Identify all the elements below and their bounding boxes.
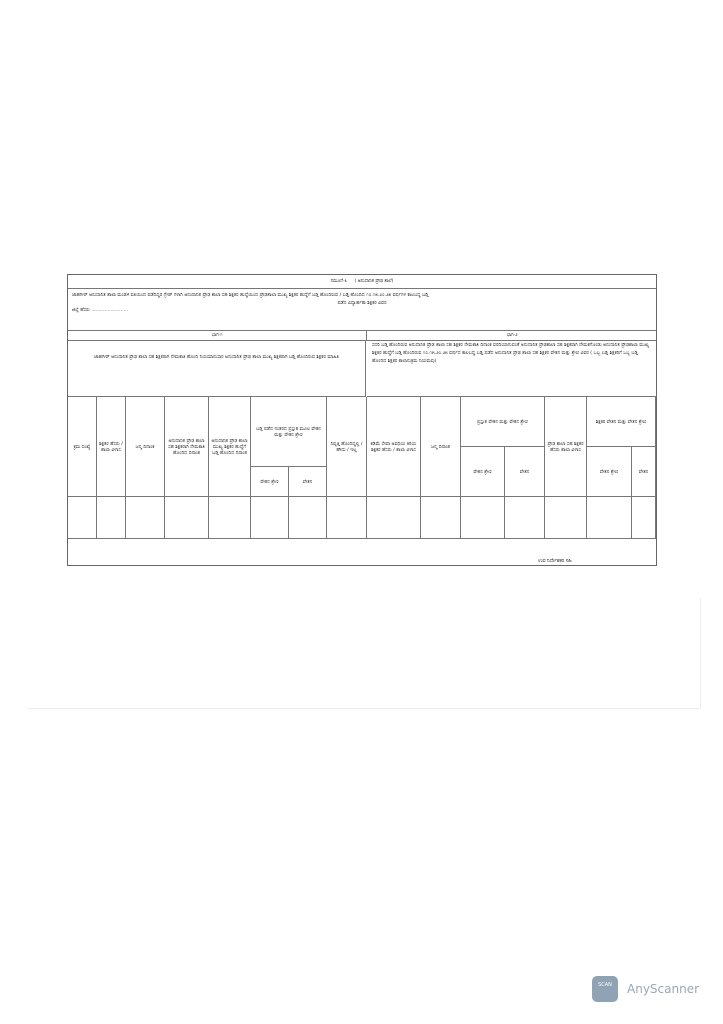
section-1-label: ಭಾಗ-೧: [68, 331, 367, 340]
form-type: ( ಅನುದಾನಿತ ಪ್ರೌಢ ಶಾಲೆ): [354, 279, 394, 284]
table-cell-empty: [327, 497, 367, 539]
header-dob: ಜನ್ಮ ದಿನಾಂಕ: [126, 397, 165, 497]
brand-name: AnyScanner: [627, 982, 700, 996]
table-cell-empty: [126, 497, 165, 539]
table-cell-empty: [289, 497, 327, 539]
scan-logo-icon: [592, 976, 618, 1002]
description-line-1: ಜಾಹಗೀರ್ ಅನುದಾನಿತ ಶಾಲಾ ಮಂಡಳಿ ವತಿಯಿಂದ ಪಡೆದಿದ್ದರ ಗ್ರೇಡ್ ಗಳಾಗಿ ಅನುದಾನಿತ ಪ್ರೌಢ ಶಾಲಾ ಸಹ ಶಿಕ್ಷಕರ ಹುದ್ದೆಯಿಂದ ಪ್ರೌಢಶಾಲಾ ಮುಖ್ಯ ಶಿಕ್ಷಕರ ಹುದ್ದೆಗೆ ಬಡ್ತಿ ಹೊಂದಿರುವ / ಬಡ್ತಿ ಹೊಂದಿದ ೧೦.೧೫.೨೦.೨೫ ವರ್ಷಗಳ ಕಾಲಬದ್ಧ ಬಡ್ತಿ: [72, 293, 429, 298]
header-appointment-date: ಅನುದಾನಿತ ಪ್ರೌಢ ಶಾಲಾ ಸಹ ಶಿಕ್ಷಕರಾಗಿ ನೇಮಕಾತಿ ಹೊಂದಿದ ದಿನಾಂಕ: [165, 397, 209, 497]
table-cell-empty: [165, 497, 209, 539]
header-promotion-date: ಅನುದಾನಿತ ಪ್ರೌಢ ಶಾಲಾ ಮುಖ್ಯ ಶಿಕ್ಷಕರ ಹುದ್ದೆಗೆ ಬಡ್ತಿ ಹೊಂದಿದ ದಿನಾಂಕ: [209, 397, 251, 497]
section-2-label: ಭಾಗ-೨: [506, 333, 518, 338]
form-label: ನಮೂನೆ-೩: [330, 279, 348, 284]
district-name-line: ಜಿಲ್ಲೆ ಹೆಸರು .........................: [72, 308, 128, 313]
table-cell-empty: [587, 497, 632, 539]
header-teacher-pay: ವೇತನ: [632, 447, 656, 497]
table-cell-empty: [461, 497, 505, 539]
table-cell-empty: [545, 497, 587, 539]
form-description: [72, 292, 652, 315]
table-cell-empty: [97, 497, 126, 539]
scan-logo-label: SCAN: [598, 982, 612, 988]
section-2-description: ಸದರಿ ಬಡ್ತಿ ಹೊಂದಿರುವ ಅನುದಾನಿತ ಪ್ರೌಢ ಶಾಲಾ ಸಹ ಶಿಕ್ಷಕರ ನೇಮಕಾತಿ ದಿನಾಂಕ ವರದಿಯಾಗುವಂತೆ ಅನುದಾನಿತ ಪ್ರೌಢಶಾಲಾ ಸಹ ಶಿಕ್ಷಕರಾಗಿ ನೇಮಕಗೊಂಡು ಅನುದಾನಿತ ಪ್ರೌಢಶಾಲಾ ಮುಖ್ಯ ಶಿಕ್ಷಕರ ಹುದ್ದೆಗೆ ಬಡ್ತಿ ಹೊಂದಿರುವ ೧೦.೧೫.೨೦.೨೫ ವರ್ಷದ ಕಾಲಬದ್ಧ ಬಡ್ತಿ ಪಡೆದ ಅನುದಾನಿತ ಪ್ರೌಢ ಶಾಲಾ ಸಹ ಶಿಕ್ಷಕರ ವೇತನ ಮತ್ತು ಶ್ರೇಣಿ ವಿವರ ( ಒಬ್ಬ ಬಡ್ತಿ ಶಿಕ್ಷಕರಿಗೆ ಒಬ್ಬ ಬಡ್ತಿ ಹೊಂದಿದ ಶಿಕ್ಷಕರ ಕಾಲಾನುಕ್ರಮ ನಿಯಮವು): [367, 340, 657, 397]
header-teacher-pay-group: ಶಿಕ್ಷಕರ ವೇತನ ಮತ್ತು ವೇತನ ಶ್ರೇಣಿ: [587, 397, 656, 447]
table-cell-empty: [632, 497, 656, 539]
table-cell-empty: [505, 497, 545, 539]
section-1-description: ಜಾಹಗೀರ್ ಅನುದಾನಿತ ಪ್ರೌಢ ಶಾಲಾ ಸಹ ಶಿಕ್ಷಕರಾಗಿ ನೇಮಕಾತಿ ಹೊಂದಿ ನಿಯಮಾನುಸಾರ ಅನುದಾನಿತ ಪ್ರೌಢ ಶಾಲಾ ಮುಖ್ಯ ಶಿಕ್ಷಕರಾಗಿ ಬಡ್ತಿ ಹೊಂದಿರುವ ಶಿಕ್ಷಕರ ಮಾಹಿತಿ: [68, 340, 366, 397]
header-junior-name: ಕಡಿಮೆ ಸೇವಾ ಅವಧಿಯ ಕಿರಿಯ ಶಿಕ್ಷಕರ ಹೆಸರು / ಶಾಲಾ ವಿಳಾಸ: [367, 397, 421, 497]
header-junior-dob: ಜನ್ಮ ದಿನಾಂಕ: [421, 397, 461, 497]
header-serial: ಕ್ರಮ ಸಂಖ್ಯೆ: [68, 397, 97, 497]
scan-page-edge: [28, 708, 700, 709]
header-pay: ವೇತನ: [289, 467, 327, 497]
header-junior-school: ಪ್ರೌಢ ಶಾಲಾ ಸಹ ಶಿಕ್ಷಕರ ಹೆಸರು ಶಾಲಾ ವಿಳಾಸ: [545, 397, 587, 497]
header-teacher-pay-scale: ವೇತನ ಶ್ರೇಣಿ: [587, 447, 632, 497]
header-pay-scale: ವೇತನ ಶ್ರೇಣಿ: [251, 467, 289, 497]
header-pay-group: ಬಡ್ತಿ ಪಡೆದ ನಂತರದ ಪ್ರಸ್ತುತ ಮೂಲ ವೇತನ ಮತ್ತು ವೇತನ ಶ್ರೇಣಿ: [251, 397, 327, 467]
header-retirement: ನಿವೃತ್ತಿ ಹೊಂದಿದ್ದಲ್ಲಿ / ಹೌದು / ಇಲ್ಲ: [327, 397, 367, 497]
header-junior-pay: ವೇತನ: [505, 447, 545, 497]
scan-page-edge-right: [700, 598, 701, 708]
document-form: [67, 274, 657, 566]
header-junior-pay-group: ಪ್ರಸ್ತುತ ವೇತನ ಮತ್ತು ವೇತನ ಶ್ರೇಣಿ: [461, 397, 545, 447]
signature-label: ಉಪ ನಿರ್ದೇಶಕರ ಸಹಿ: [538, 559, 572, 564]
table-cell-empty: [421, 497, 461, 539]
table-cell-empty: [209, 497, 251, 539]
table-cell-empty: [251, 497, 289, 539]
description-line-2: ಪಡೆದ ವಿದ್ಯಾರ್ಹತಾ ಶಿಕ್ಷಕರ ವಿವರ: [337, 300, 387, 306]
header-teacher-name: ಶಿಕ್ಷಕರ ಹೆಸರು / ಶಾಲಾ ವಿಳಾಸ: [97, 397, 126, 497]
header-junior-pay-scale: ವೇತನ ಶ್ರೇಣಿ: [461, 447, 505, 497]
form-title-row: [68, 275, 656, 289]
table-cell-empty: [367, 497, 421, 539]
table-cell-empty: [68, 497, 97, 539]
